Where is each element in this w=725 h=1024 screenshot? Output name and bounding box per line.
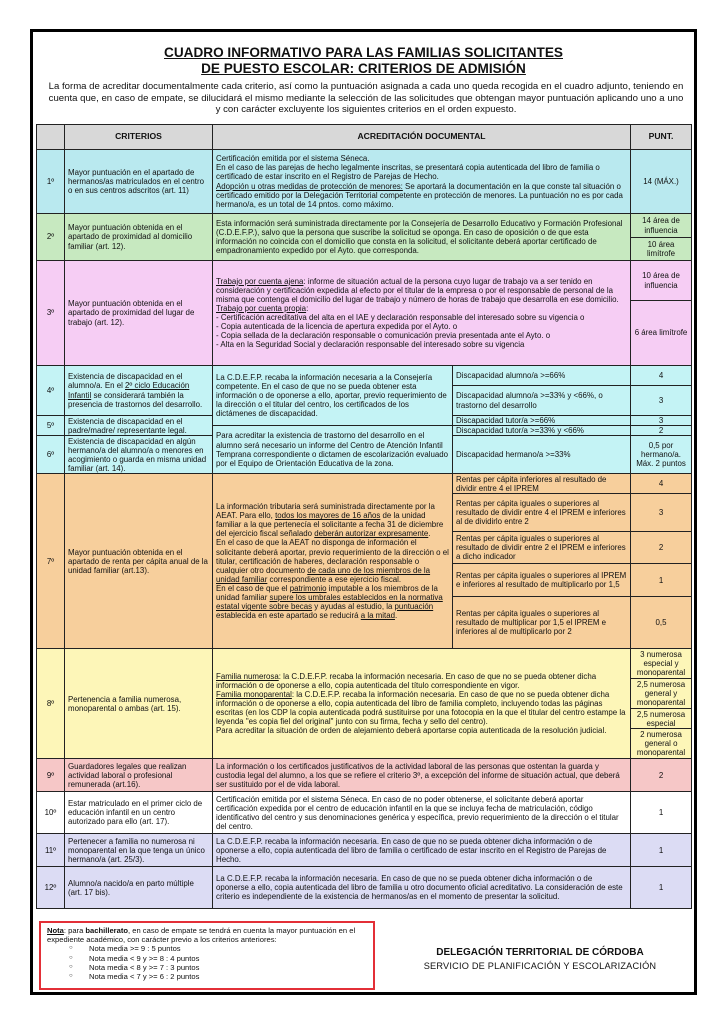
criterion-points: 10 área de influencia: [631, 261, 692, 301]
criteria-table: [36, 124, 692, 909]
criterion-text-part: se considerará también la presencia de trastornos del desarrollo.: [68, 390, 203, 409]
condition-text: Discapacidad hermano/a >=33%: [453, 436, 631, 474]
service-name: SERVICIO DE PLANIFICACIÓN Y ESCOLARIZACIÓN: [423, 961, 657, 971]
condition-text: Discapacidad tutor/a >=33% y <66%: [453, 426, 631, 436]
note-text: : para: [63, 926, 86, 935]
income-threshold-text: Rentas per cápita iguales o superiores al resultado de multiplicar por 1,5 el IPREM e inferiores al de multiplicarlo por 2: [453, 597, 631, 649]
table-row: [37, 150, 692, 214]
note-intro: [47, 926, 367, 944]
criterion-documentation: La C.D.E.F.P. recaba la información necesaria a la Consejería competente. En el caso de que no se pueda obtener esta información o de oponerse a ello, aportar, previo requerimiento de la dirección o el titular del centro, los certificados de los dictámenes de discapacidad.: [213, 366, 453, 426]
doc-underlined-text: Familia monoparental: [216, 690, 292, 700]
doc-text: La información tributaria será suministrada directamente por la AEAT. Para ello,: [216, 502, 435, 521]
criterion-documentation: [213, 150, 631, 214]
criterion-text: [65, 366, 213, 416]
list-item: ○ Nota media < 9 y >= 8 : 4 puntos: [89, 954, 367, 963]
doc-text: : la C.D.E.F.P. recaba la información necesaria. En caso de que no se pueda obtener dicha información o de oponerse a ello, copia autenticada del título correspondiente en vigor.: [216, 671, 597, 690]
criterion-points: 2: [631, 759, 692, 792]
doc-underlined-text: supere los umbrales establecidos en la normativa estatal vigente sobre becas: [216, 593, 443, 612]
doc-text: Para acreditar la situación de orden de alejamiento deberá aportarse copia autenticada de la resolución judicial.: [216, 726, 607, 736]
criterion-points: 1: [631, 834, 692, 867]
list-item: ○ Nota media < 8 y >= 7 : 3 puntos: [89, 963, 367, 972]
doc-text: En el caso de que la AEAT no disponga de información el solicitante deberá aportar, previo requerimiento de la dirección o el titular, certificación de haberes, declaración responsable o cualquier otro documento: [216, 538, 449, 575]
criterion-documentation: Certificación emitida por el sistema Séneca. En caso de no poder obtenerse, el solicitante deberá aportar certificación expedida por el centro de educación infantil en la que se incluya fecha de matriculación, código identificativo del centro y sus denominaciones genérica y específica, previo requerimiento de la dirección o el titular del centro.: [213, 792, 631, 834]
condition-text: Discapacidad tutor/a >=66%: [453, 416, 631, 426]
doc-text: establecida en este apartado se reducirá: [216, 611, 361, 621]
doc-text: correspondiente a ese ejercicio fiscal.: [267, 574, 402, 584]
doc-text: - Alta en la Seguridad Social y declaración responsable del interesado sobre su vigencia: [216, 340, 525, 350]
income-threshold-text: Rentas per cápita inferiores al resultado de dividir entre 4 el IPREM: [453, 474, 631, 494]
table-row: [37, 649, 692, 679]
doc-text: - Certificación acreditativa del alta en el IAE y declaración responsable del interesado sobre su vigencia o: [216, 313, 585, 322]
criterion-number: 6º: [37, 436, 65, 474]
doc-text: En el caso de las parejas de hecho legalmente inscritas, se presentará copia autenticada del libro de familia o certificado de estar inscrito en el Registro de Parejas de Hecho.: [216, 163, 600, 182]
doc-text: - Copia sellada de la declaración responsable o comunicación previa presentada ante el Ayto. o: [216, 331, 551, 341]
criterion-number: 10º: [37, 792, 65, 834]
criterion-points: 2: [631, 426, 692, 436]
table-header-row: [37, 125, 692, 150]
criterion-points: 3 numerosa especial y monoparental: [631, 649, 692, 679]
doc-text: - Copia autenticada de la licencia de apertura expedida por el Ayto. o: [216, 322, 458, 332]
doc-text: Se aportará la documentación en la que conste tal situación o certificado emitido por la Delegación Territorial competente en protección de menores. La puntuación no es por cada hermano/a, es un total de 14 pntos. como máximo.: [216, 181, 623, 209]
criterion-number: 9º: [37, 759, 65, 792]
doc-text: y ayudas al estudio, la: [312, 602, 395, 612]
doc-underlined-text: de cada uno de los miembros de la unidad familiar: [216, 565, 431, 584]
doc-underlined-text: puntuación: [394, 602, 434, 612]
table-row: [37, 759, 692, 792]
table-row: [37, 261, 692, 301]
criterion-number: 2º: [37, 214, 65, 261]
criterion-text: Guardadores legales que realizan actividad laboral o profesional remunerada (art.16).: [65, 759, 213, 792]
criterion-points: 3: [631, 416, 692, 426]
criterion-documentation: [213, 474, 453, 649]
criterion-points: 0,5: [631, 597, 692, 649]
doc-text: .: [394, 611, 398, 621]
document-title-line-2: DE PUESTO ESCOLAR: CRITERIOS DE ADMISIÓN: [201, 61, 526, 76]
doc-text: imputable a los miembros de la unidad familiar: [216, 583, 438, 603]
doc-underlined-text: Familia numerosa: [216, 671, 279, 681]
table-row: [37, 474, 692, 494]
criterion-number: 11º: [37, 834, 65, 867]
criterion-points: 3: [631, 494, 692, 532]
document-title-line-1: CUADRO INFORMATIVO PARA LAS FAMILIAS SOLICITANTES: [164, 45, 563, 60]
list-item: ○ Nota media < 7 y >= 6 : 2 puntos: [89, 972, 367, 981]
header-acreditacion: ACREDITACIÓN DOCUMENTAL: [213, 125, 631, 150]
doc-underlined-text: todos los mayores de 16 años: [275, 511, 381, 521]
criterion-number: 3º: [37, 261, 65, 366]
criterion-points: 2,5 numerosa especial: [631, 709, 692, 729]
header-criterios: CRITERIOS: [65, 125, 213, 150]
criterion-text: Existencia de discapacidad en el padre/madre/ representante legal.: [65, 416, 213, 436]
income-threshold-text: Rentas per cápita iguales o superiores al IPREM e inferiores al resultado de multiplicarlo por 1,5: [453, 564, 631, 597]
criterion-documentation: Esta información será suministrada directamente por la Consejería de Desarrollo Educativo y Formación Profesional (C.D.E.F.P.), salvo que la persona que suscribe la solicitud se oponga. En caso de oposición o de que esta información no coincida con el domicilio que consta en la solicitud, el solicitante deberá aportar certificado de empadronamiento expedido por el Ayto. que corresponda.: [213, 214, 631, 261]
criterion-number: 8º: [37, 649, 65, 759]
condition-text: Discapacidad alumno/a >=33% y <66%, o trastorno del desarrollo: [453, 386, 631, 416]
income-threshold-text: Rentas per cápita iguales o superiores al resultado de dividir entre 4 el IPREM e inferiores al de dividirlo entre 2: [453, 494, 631, 532]
criterion-text-part: Existencia de discapacidad en el alumno/a. En el: [68, 372, 183, 391]
intro-paragraph: La forma de acreditar documentalmente cada criterio, así como la puntuación asignada a cada uno queda recogida en el cuadro adjunto, teniendo en cuenta que, en caso de empate, se dilucidará el mismo mediante la selección de las solicitudes que obtengan mayor puntuación aplicando uno a uno y con carácter excluyente los siguientes criterios en el orden expuesto.: [48, 81, 684, 116]
table-row: [37, 366, 692, 386]
criterion-points: 0,5 por hermano/a. Máx. 2 puntos: [631, 436, 692, 474]
criterion-documentation: Para acreditar la existencia de trastorno del desarrollo en el alumno será necesario un informe del Centro de Atención Infantil Temprana correspondiente o dictamen de escolarización evaluado por el Equipo de Orientación Educativa de la zona.: [213, 426, 453, 474]
doc-text: : informe de situación actual de la persona cuyo lugar de trabajo va a ser tenido en consideración y certificación expedida al efecto por el titular de la empresa o por el responsable de personal de la misma que contenga el domicilio del lugar de trabajo y número de horas de trabajo que desarrolla en ese domicilio.: [216, 276, 619, 304]
criterion-documentation: La información o los certificados justificativos de la actividad laboral de las personas que ostentan la guarda y custodia legal del alumno, a los que se refiere el criterio 3º, a excepción del informe de situación actual, que deberá ser sustituido por el de vida laboral.: [213, 759, 631, 792]
header-punt: PUNT.: [631, 125, 692, 150]
document-page: [30, 29, 697, 995]
criterion-text: Pertenencia a familia numerosa, monoparental o ambas (art. 15).: [65, 649, 213, 759]
doc-text: .: [428, 529, 431, 539]
criterion-points: 10 área limítrofe: [631, 238, 692, 261]
criterion-points: 2: [631, 532, 692, 564]
delegation-name: DELEGACIÓN TERRITORIAL DE CÓRDOBA: [436, 947, 644, 958]
criterion-text: Mayor puntuación obtenida en el apartado de renta per cápita anual de la unidad familiar (art.13).: [65, 474, 213, 649]
doc-text: : la C.D.E.F.P. recaba la información necesaria. En caso de que no se pueda obtener dicha información o de oponerse a ello, copia autenticada del libro de familia completo, incluyendo todas las páginas escritas (en los CDP la copia autenticada podrá sustituirse por una fotocopia en la que el titular del centro estampe la leyenda "es copia fiel del original" junto con su firma, fecha y sello del centro).: [216, 690, 626, 727]
doc-text: Certificación emitida por el sistema Séneca.: [216, 154, 370, 164]
doc-underlined-text: Trabajo por cuenta propia: [216, 303, 307, 313]
income-threshold-text: Rentas per cápita iguales o superiores al resultado de dividir entre 2 el IPREM e inferiores a dicho indicador: [453, 532, 631, 564]
note-text: , en caso de empate se tendrá en cuenta la mayor puntuación en el expediente académico, con carácter previo a los criterios anteriores:: [47, 926, 356, 945]
criterion-points: 6 área limítrofe: [631, 301, 692, 366]
doc-underlined-text: Adopción u otras medidas de protección de menores:: [216, 181, 403, 191]
doc-underlined-text: patrimonio: [289, 583, 327, 593]
table-row: [37, 792, 692, 834]
criterion-documentation: La C.D.E.F.P. recaba la información necesaria. En caso de que no se pueda obtener dicha información o de oponerse a ello, copia autenticada del libro de familia o certificado de estar inscrito en el Registro de Parejas de Hecho.: [213, 834, 631, 867]
doc-text: En el caso de que el: [216, 583, 290, 593]
doc-text: :: [306, 303, 309, 313]
criterion-points: 3: [631, 386, 692, 416]
note-bold-text: bachillerato: [85, 926, 129, 935]
criterion-number: 4º: [37, 366, 65, 416]
criterion-text: Mayor puntuación en el apartado de hermanos/as matriculados en el centro o en sus centros adscritos (art. 11): [65, 150, 213, 214]
note-list: [47, 944, 367, 981]
criterion-text: Pertenecer a familia no numerosa ni monoparental en la que tenga un único hermano/a (art. 25/3).: [65, 834, 213, 867]
bachillerato-note: [39, 921, 375, 990]
criterion-documentation: La C.D.E.F.P. recaba la información necesaria. En caso de que no se pueda obtener dicha información o de oponerse a ello, copia autenticada del libro de familia u otro documento oficial acreditativo. La consideración de este criterio es independiente de la existencia de hermanos/as en el momento de presentar la solicitud.: [213, 867, 631, 909]
criterion-points: 4: [631, 474, 692, 494]
criterion-documentation: [213, 261, 631, 366]
criterion-text: Mayor puntuación obtenida en el apartado de proximidad al domicilio familiar (art. 12).: [65, 214, 213, 261]
criterion-text: Existencia de discapacidad en algún hermano/a del alumno/a o menores en acogimiento o guarda en misma unidad familiar (art. 14).: [65, 436, 213, 474]
criterion-points: 4: [631, 366, 692, 386]
criterion-points: 14 área de influencia: [631, 214, 692, 238]
note-label: Nota: [47, 926, 64, 935]
condition-text: Discapacidad alumno/a >=66%: [453, 366, 631, 386]
criterion-points: 2,5 numerosa general y monoparental: [631, 679, 692, 709]
table-row: [37, 867, 692, 909]
criterion-text: Estar matriculado en el primer ciclo de educación infantil en un centro autorizado para ello (art. 17).: [65, 792, 213, 834]
table-row: [37, 214, 692, 238]
criterion-points: 1: [631, 867, 692, 909]
criterion-underlined-text: 2º ciclo Educación Infantil: [68, 381, 190, 400]
criterion-text: Mayor puntuación obtenida en el apartado de proximidad del lugar de trabajo (art. 12).: [65, 261, 213, 366]
doc-underlined-text: Trabajo por cuenta ajena: [216, 276, 304, 286]
criterion-points: 1: [631, 564, 692, 597]
criterion-number: 5º: [37, 416, 65, 436]
criterion-number: 1º: [37, 150, 65, 214]
criterion-number: 12º: [37, 867, 65, 909]
doc-underlined-text: a la mitad: [360, 611, 395, 621]
list-item: ○ Nota media >= 9 : 5 puntos: [89, 944, 367, 953]
criterion-documentation: [213, 649, 631, 759]
criterion-points: 14 (MÁX.): [631, 150, 692, 214]
criterion-text: Alumno/a nacido/a en parto múltiple (art. 17 bis).: [65, 867, 213, 909]
criterion-points: 1: [631, 792, 692, 834]
doc-text: de la unidad familiar a la que pertenecía el solicitante a fecha 31 de diciembre del ejercicio fiscal señalado: [216, 511, 444, 539]
header-spacer: [37, 125, 65, 150]
table-row: [37, 834, 692, 867]
criterion-number: 7º: [37, 474, 65, 649]
criterion-points: 2 numerosa general o monoparental: [631, 729, 692, 759]
doc-underlined-text: deberán autorizar expresamente: [314, 529, 429, 539]
